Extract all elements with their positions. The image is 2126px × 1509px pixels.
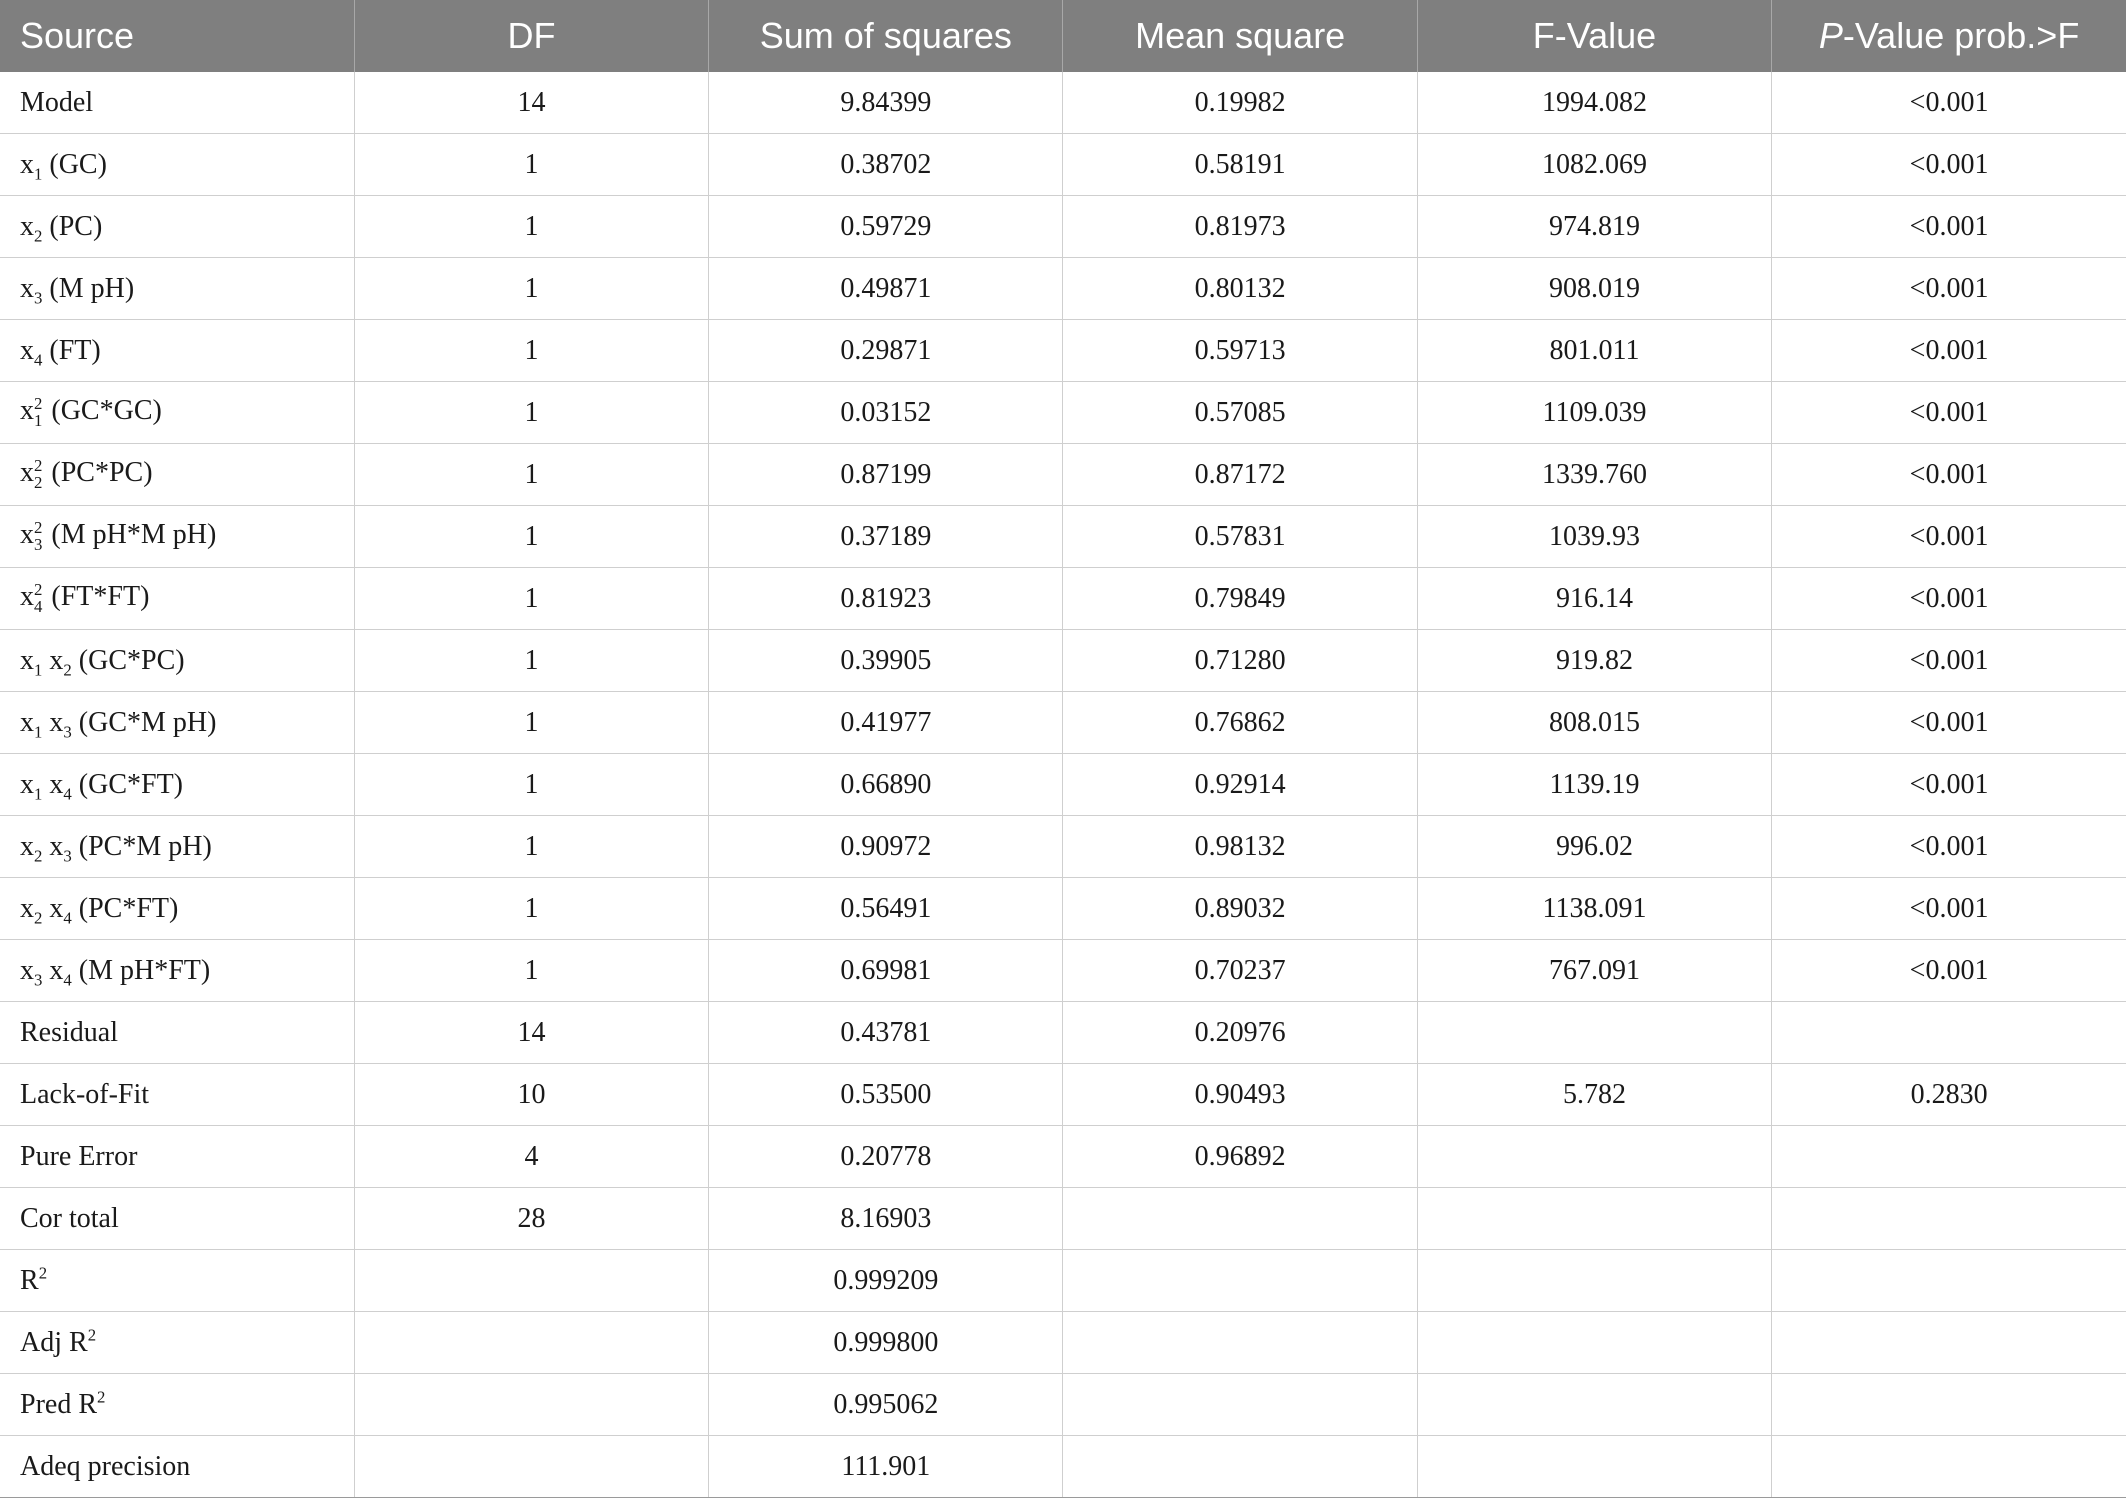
- cell-sum-of-squares: 0.20778: [709, 1126, 1063, 1188]
- source-var: x: [20, 210, 34, 242]
- source-exponent-index: [34, 458, 42, 492]
- source-rest: (FT): [42, 334, 101, 366]
- cell-f-value: 919.82: [1417, 630, 1771, 692]
- header-p-italic: P: [1818, 15, 1843, 56]
- cell-source: [0, 1250, 354, 1312]
- table-row: [0, 444, 2126, 506]
- source-var2: x: [42, 954, 64, 986]
- source-var: x: [20, 954, 34, 986]
- cell-sum-of-squares: 111.901: [709, 1436, 1063, 1498]
- cell-sum-of-squares: 0.995062: [709, 1374, 1063, 1436]
- cell-sum-of-squares: 0.39905: [709, 630, 1063, 692]
- source-sup: 2: [38, 1263, 48, 1283]
- source-sub: 4: [34, 350, 43, 370]
- cell-p-value: <0.001: [1772, 630, 2126, 692]
- source-var2: x: [42, 830, 64, 862]
- table-row: [0, 568, 2126, 630]
- source-var2: x: [42, 644, 64, 676]
- cell-sum-of-squares: 8.16903: [709, 1188, 1063, 1250]
- header-f-value: F-Value: [1417, 0, 1771, 72]
- source-sub2: 3: [63, 722, 72, 742]
- cell-source: [0, 258, 354, 320]
- table-row: [0, 134, 2126, 196]
- cell-df: 14: [354, 1002, 708, 1064]
- cell-f-value: 801.011: [1417, 320, 1771, 382]
- cell-p-value: [1772, 1436, 2126, 1498]
- source-sup: 2: [34, 518, 43, 538]
- header-df: DF: [354, 0, 708, 72]
- source-text: Pure Error: [20, 1140, 138, 1172]
- source-exponent-index: [34, 582, 42, 616]
- cell-f-value: 1339.760: [1417, 444, 1771, 506]
- table-row: [0, 1188, 2126, 1250]
- cell-mean-square: 0.92914: [1063, 754, 1417, 816]
- cell-mean-square: 0.89032: [1063, 878, 1417, 940]
- cell-source: [0, 816, 354, 878]
- source-rest: (M pH*M pH): [44, 519, 217, 551]
- cell-mean-square: 0.19982: [1063, 72, 1417, 134]
- cell-sum-of-squares: 0.38702: [709, 134, 1063, 196]
- cell-f-value: 808.015: [1417, 692, 1771, 754]
- source-var: x: [20, 272, 34, 304]
- cell-df: 1: [354, 382, 708, 444]
- header-row: [0, 0, 2126, 72]
- cell-df: 14: [354, 72, 708, 134]
- source-sup: 2: [87, 1325, 97, 1345]
- source-rest: (PC*M pH): [71, 830, 212, 862]
- source-var: x: [20, 457, 34, 489]
- table-row: [0, 1250, 2126, 1312]
- source-var: x: [20, 892, 34, 924]
- header-mean-square: Mean square: [1063, 0, 1417, 72]
- cell-p-value: <0.001: [1772, 72, 2126, 134]
- cell-mean-square: 0.90493: [1063, 1064, 1417, 1126]
- table-row: [0, 320, 2126, 382]
- cell-source: [0, 1374, 354, 1436]
- cell-df: 1: [354, 320, 708, 382]
- source-sub: 1: [34, 784, 43, 804]
- cell-p-value: 0.2830: [1772, 1064, 2126, 1126]
- table-row: [0, 816, 2126, 878]
- source-rest: (GC*GC): [44, 395, 162, 427]
- source-sub: 2: [34, 472, 43, 492]
- cell-mean-square: 0.81973: [1063, 196, 1417, 258]
- source-rest: (PC*FT): [71, 892, 179, 924]
- table-row: [0, 258, 2126, 320]
- cell-f-value: [1417, 1002, 1771, 1064]
- source-var: x: [20, 830, 34, 862]
- cell-mean-square: [1063, 1312, 1417, 1374]
- table-row: [0, 692, 2126, 754]
- cell-sum-of-squares: 0.53500: [709, 1064, 1063, 1126]
- source-var: x: [20, 768, 34, 800]
- header-sum-of-squares: Sum of squares: [709, 0, 1063, 72]
- cell-p-value: <0.001: [1772, 878, 2126, 940]
- source-sub2: 2: [63, 660, 72, 680]
- cell-f-value: [1417, 1312, 1771, 1374]
- cell-p-value: [1772, 1002, 2126, 1064]
- source-sub: 2: [34, 846, 43, 866]
- source-sub: 4: [34, 596, 43, 616]
- cell-f-value: 908.019: [1417, 258, 1771, 320]
- cell-source: [0, 1312, 354, 1374]
- cell-mean-square: 0.57831: [1063, 506, 1417, 568]
- cell-p-value: [1772, 1250, 2126, 1312]
- cell-mean-square: [1063, 1250, 1417, 1312]
- source-exponent-index: [34, 520, 42, 554]
- table-row: [0, 630, 2126, 692]
- table-row: [0, 1436, 2126, 1498]
- cell-p-value: [1772, 1188, 2126, 1250]
- source-sub: 2: [34, 226, 43, 246]
- cell-df: 1: [354, 506, 708, 568]
- cell-sum-of-squares: 0.69981: [709, 940, 1063, 1002]
- source-sup: 2: [34, 580, 43, 600]
- table-row: [0, 754, 2126, 816]
- cell-source: [0, 1188, 354, 1250]
- cell-source: [0, 630, 354, 692]
- cell-source: [0, 196, 354, 258]
- cell-p-value: [1772, 1312, 2126, 1374]
- cell-source: [0, 1126, 354, 1188]
- cell-p-value: [1772, 1374, 2126, 1436]
- cell-f-value: 1994.082: [1417, 72, 1771, 134]
- cell-source: [0, 382, 354, 444]
- source-text: Model: [20, 86, 94, 118]
- cell-f-value: 1039.93: [1417, 506, 1771, 568]
- table-row: [0, 878, 2126, 940]
- source-sup: 2: [34, 394, 43, 414]
- source-var2: x: [42, 892, 64, 924]
- cell-f-value: [1417, 1250, 1771, 1312]
- cell-mean-square: 0.76862: [1063, 692, 1417, 754]
- source-rest: (FT*FT): [44, 581, 150, 613]
- cell-sum-of-squares: 0.90972: [709, 816, 1063, 878]
- cell-mean-square: 0.58191: [1063, 134, 1417, 196]
- source-sup: 2: [34, 456, 43, 476]
- cell-df: 1: [354, 754, 708, 816]
- table-row: [0, 1064, 2126, 1126]
- cell-mean-square: 0.98132: [1063, 816, 1417, 878]
- cell-sum-of-squares: 0.41977: [709, 692, 1063, 754]
- cell-sum-of-squares: 0.03152: [709, 382, 1063, 444]
- cell-source: [0, 940, 354, 1002]
- cell-df: 4: [354, 1126, 708, 1188]
- cell-f-value: 1139.19: [1417, 754, 1771, 816]
- cell-df: [354, 1250, 708, 1312]
- source-text: Lack-of-Fit: [20, 1078, 150, 1110]
- source-var: x: [20, 519, 34, 551]
- cell-sum-of-squares: 0.81923: [709, 568, 1063, 630]
- source-var2: x: [42, 706, 64, 738]
- cell-f-value: [1417, 1436, 1771, 1498]
- cell-mean-square: 0.20976: [1063, 1002, 1417, 1064]
- header-source: Source: [0, 0, 354, 72]
- cell-f-value: [1417, 1374, 1771, 1436]
- cell-sum-of-squares: 0.37189: [709, 506, 1063, 568]
- cell-source: [0, 1064, 354, 1126]
- table-row: [0, 506, 2126, 568]
- source-var: x: [20, 706, 34, 738]
- cell-sum-of-squares: 0.59729: [709, 196, 1063, 258]
- cell-mean-square: 0.87172: [1063, 444, 1417, 506]
- cell-f-value: 1109.039: [1417, 382, 1771, 444]
- cell-df: [354, 1436, 708, 1498]
- cell-sum-of-squares: 0.999800: [709, 1312, 1063, 1374]
- cell-sum-of-squares: 0.999209: [709, 1250, 1063, 1312]
- cell-df: 1: [354, 134, 708, 196]
- cell-p-value: <0.001: [1772, 258, 2126, 320]
- cell-df: 1: [354, 692, 708, 754]
- source-rest: (M pH): [42, 272, 135, 304]
- cell-p-value: <0.001: [1772, 444, 2126, 506]
- cell-mean-square: 0.57085: [1063, 382, 1417, 444]
- cell-sum-of-squares: 0.87199: [709, 444, 1063, 506]
- cell-sum-of-squares: 0.49871: [709, 258, 1063, 320]
- cell-sum-of-squares: 0.66890: [709, 754, 1063, 816]
- table-row: [0, 940, 2126, 1002]
- cell-df: 1: [354, 568, 708, 630]
- cell-source: [0, 506, 354, 568]
- source-sub: 2: [34, 908, 43, 928]
- source-sub2: 4: [63, 970, 72, 990]
- source-text: Adeq precision: [20, 1450, 191, 1482]
- cell-p-value: <0.001: [1772, 382, 2126, 444]
- cell-source: [0, 1436, 354, 1498]
- source-var: Pred R: [20, 1388, 97, 1420]
- source-var2: x: [42, 768, 64, 800]
- cell-sum-of-squares: 0.56491: [709, 878, 1063, 940]
- cell-sum-of-squares: 9.84399: [709, 72, 1063, 134]
- source-sub: 1: [34, 164, 43, 184]
- cell-mean-square: [1063, 1436, 1417, 1498]
- cell-source: [0, 320, 354, 382]
- cell-sum-of-squares: 0.29871: [709, 320, 1063, 382]
- cell-f-value: 1082.069: [1417, 134, 1771, 196]
- cell-mean-square: [1063, 1374, 1417, 1436]
- source-sub: 3: [34, 534, 43, 554]
- table-row: [0, 1126, 2126, 1188]
- source-rest: (PC*PC): [44, 457, 153, 489]
- cell-source: [0, 878, 354, 940]
- source-sub2: 4: [63, 908, 72, 928]
- cell-p-value: <0.001: [1772, 506, 2126, 568]
- cell-p-value: <0.001: [1772, 816, 2126, 878]
- source-exponent-index: [34, 396, 42, 430]
- cell-p-value: <0.001: [1772, 320, 2126, 382]
- cell-df: 1: [354, 940, 708, 1002]
- source-sub: 1: [34, 410, 43, 430]
- source-sub2: 4: [63, 784, 72, 804]
- cell-mean-square: 0.59713: [1063, 320, 1417, 382]
- cell-p-value: <0.001: [1772, 754, 2126, 816]
- cell-f-value: 5.782: [1417, 1064, 1771, 1126]
- source-rest: (GC*PC): [71, 644, 185, 676]
- source-rest: (GC): [42, 148, 107, 180]
- cell-source: [0, 1002, 354, 1064]
- source-sub: 3: [34, 970, 43, 990]
- cell-f-value: 767.091: [1417, 940, 1771, 1002]
- cell-df: 1: [354, 878, 708, 940]
- source-sup: 2: [97, 1387, 106, 1407]
- source-var: Adj R: [20, 1326, 88, 1358]
- source-text: Residual: [20, 1016, 118, 1048]
- header-p-rest: -Value prob.>F: [1842, 15, 2080, 56]
- source-var: x: [20, 581, 34, 613]
- cell-p-value: <0.001: [1772, 940, 2126, 1002]
- table-row: [0, 1374, 2126, 1436]
- cell-mean-square: 0.80132: [1063, 258, 1417, 320]
- cell-source: [0, 754, 354, 816]
- source-rest: (M pH*FT): [71, 954, 211, 986]
- cell-df: 1: [354, 196, 708, 258]
- cell-source: [0, 692, 354, 754]
- source-sub: 3: [34, 288, 43, 308]
- source-rest: (GC*FT): [71, 768, 184, 800]
- table-row: [0, 1312, 2126, 1374]
- cell-f-value: [1417, 1188, 1771, 1250]
- table-row: [0, 1002, 2126, 1064]
- source-text: Cor total: [20, 1202, 119, 1234]
- cell-df: 1: [354, 258, 708, 320]
- source-var: x: [20, 148, 34, 180]
- cell-p-value: <0.001: [1772, 196, 2126, 258]
- cell-f-value: 916.14: [1417, 568, 1771, 630]
- cell-source: [0, 444, 354, 506]
- cell-mean-square: 0.96892: [1063, 1126, 1417, 1188]
- cell-df: [354, 1312, 708, 1374]
- cell-df: 10: [354, 1064, 708, 1126]
- cell-source: [0, 134, 354, 196]
- cell-mean-square: [1063, 1188, 1417, 1250]
- table-row: [0, 196, 2126, 258]
- cell-f-value: [1417, 1126, 1771, 1188]
- source-sub: 1: [34, 722, 43, 742]
- cell-mean-square: 0.70237: [1063, 940, 1417, 1002]
- source-var: x: [20, 334, 34, 366]
- cell-df: 1: [354, 630, 708, 692]
- cell-sum-of-squares: 0.43781: [709, 1002, 1063, 1064]
- cell-p-value: <0.001: [1772, 692, 2126, 754]
- cell-df: 1: [354, 444, 708, 506]
- source-sub: 1: [34, 660, 43, 680]
- source-sub2: 3: [63, 846, 72, 866]
- cell-df: [354, 1374, 708, 1436]
- source-var: x: [20, 395, 34, 427]
- cell-p-value: [1772, 1126, 2126, 1188]
- cell-f-value: 974.819: [1417, 196, 1771, 258]
- cell-p-value: <0.001: [1772, 134, 2126, 196]
- cell-mean-square: 0.71280: [1063, 630, 1417, 692]
- source-rest: (PC): [42, 210, 103, 242]
- source-var: x: [20, 644, 34, 676]
- cell-df: 1: [354, 816, 708, 878]
- source-var: R: [20, 1264, 39, 1296]
- header-p-value: [1772, 0, 2126, 72]
- cell-source: [0, 72, 354, 134]
- cell-f-value: 1138.091: [1417, 878, 1771, 940]
- cell-mean-square: 0.79849: [1063, 568, 1417, 630]
- table-row: [0, 72, 2126, 134]
- source-rest: (GC*M pH): [71, 706, 217, 738]
- cell-p-value: <0.001: [1772, 568, 2126, 630]
- cell-f-value: 996.02: [1417, 816, 1771, 878]
- cell-source: [0, 568, 354, 630]
- table-row: [0, 382, 2126, 444]
- cell-df: 28: [354, 1188, 708, 1250]
